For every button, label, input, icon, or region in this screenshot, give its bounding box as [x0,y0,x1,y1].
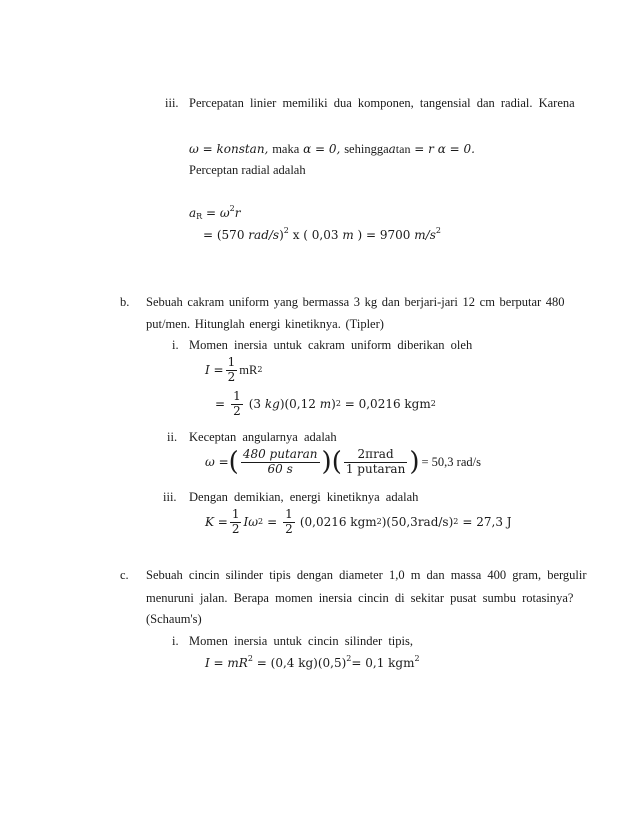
calc-exp-1: 2 [283,226,289,235]
alpha-expr: α = 0, [303,142,341,156]
fraction-half [226,356,238,385]
inertia-calc-a: (3 [248,397,262,412]
fraction-numerator-3: 1 [231,507,240,521]
item-label-b-i: i. [172,338,179,352]
item-label-b: b. [120,295,130,309]
inertia-lhs: I = [205,363,224,378]
equation-ring-inertia [205,656,420,670]
equation-omega [205,448,481,477]
inertia-result: = 0,0216 kgm [344,397,431,412]
inertia-calc-b: )(0,12 [279,397,316,412]
omega-expr: ω = konstan, [189,142,269,156]
equation-ar-calc [203,228,441,242]
paragraph-b-i: Momen inersia untuk cakram uniform diberikan oleh [189,338,473,352]
kinetic-eq: = [267,515,278,530]
omega-lhs: ω = [205,455,229,470]
calc-unit-m: m [342,228,354,242]
fraction-numerator: 1 [227,355,236,369]
paragraph-b-iii: Dengan demikian, energi kinetiknya adalah [189,490,419,504]
fraction-rpm-numerator: 480 putaran [242,447,318,461]
inertia-calc-c: ) [331,397,336,412]
fraction-half-2 [231,390,243,419]
paren-open-1: ( [228,447,239,478]
item-label-b-ii: ii. [167,430,178,444]
ring-result: = 0,1 kgm [351,656,415,670]
calc-unit-ms: m/s [414,228,436,242]
ar-rhs: = ω [206,206,230,220]
kinetic-result: = 27,3 J [462,515,512,530]
word-sehingga: sehingga [344,142,389,156]
eq-sign: = [215,397,226,412]
paragraph-b-line2: put/men. Hitunglah energi kinetiknya. (Tipler) [146,317,384,331]
ring-mid: = (0,4 kg)(0,5) [256,656,347,670]
equation-ar [189,206,241,220]
inertia-rhs: mR [239,362,258,377]
item-label-a-iii: iii. [165,96,179,110]
omega-result: = 50,3 rad/s [421,454,481,469]
fraction-half-3 [230,508,242,537]
calc-unit-rads: rad/s [248,228,280,242]
fraction-numerator-4: 1 [285,507,293,521]
fraction-conversion-numerator: 2πrad [344,448,407,463]
ar-rhs-exponent: 2 [229,204,235,213]
fraction-numerator-2: 1 [233,389,241,403]
paragraph-c-line3: (Schaum's) [146,612,202,626]
item-label-c-i: i. [172,634,179,648]
calc-part-3: x ( 0,03 [292,228,339,242]
kinetic-rhs: (0,0216 kgm [299,515,377,530]
calc-part-2: ) [279,228,284,242]
fraction-rpm [241,448,320,477]
fraction-conversion [344,448,407,477]
fraction-denominator: 2 [227,369,236,384]
kinetic-lhs: K = [205,515,228,530]
paragraph-c-line1: Sebuah cincin silinder tipis dengan diameter 1,0 m dan massa 400 gram, bergulir [146,568,587,582]
equation-kinetic: K = $\frac{1}{2}$ Iω 2 = $\frac{1}{2}$ (0,0216 kgm 2 )(50,3rad/s) 2 = 27,3 J [205,507,512,536]
fraction-half-4 [283,508,295,537]
paren-close-2: ) [409,447,420,478]
kinetic-rhs2: )(50,3rad/s) [381,515,454,530]
tan-subscript: tan [395,142,411,156]
calc-exp-2: 2 [435,226,441,235]
paragraph-b-line1: Sebuah cakram uniform yang bermassa 3 kg dan berjari-jari 12 cm berputar 480 [146,295,565,309]
item-label-b-iii: iii. [163,490,177,504]
radial-title: Perceptan radial adalah [189,163,306,177]
paren-open-2: ( [331,447,342,478]
inertia-unit-kg: kg [264,397,280,412]
word-maka: maka [272,142,300,156]
ring-lhs: I = mR [205,656,248,670]
ring-mid-exp: 2 [346,654,352,663]
paragraph-c-i: Momen inersia untuk cincin silinder tipis, [189,634,413,648]
calc-part-4: ) = 9700 [357,228,411,242]
fraction-rpm-denominator: 60 s [267,461,293,476]
fraction-denominator-2: 2 [233,403,241,418]
ring-lhs-exp: 2 [247,654,253,663]
fraction-denominator-3: 2 [231,521,240,536]
equation-omega-constant [189,142,475,157]
tangential-expr: = r α = 0. [414,142,475,156]
kinetic-mid: Iω [243,515,259,530]
paragraph-c-line2: menuruni jalan. Berapa momen inersia cincin di sekitar pusat sumbu rotasinya? [146,591,574,605]
fraction-conversion-denominator: 1 putaran [345,461,406,476]
ar-subscript: R [196,212,203,221]
ring-result-exp: 2 [414,654,420,663]
fraction-denominator-4: 2 [285,521,293,536]
equation-inertia-value: = $\frac{1}{2}$ (3 kg )(0,12 m ) 2 = 0,0216 kgm 2 [215,389,436,418]
equation-inertia-disk: I = $\frac{1}{2}$ mR 2 [205,355,263,384]
paragraph-a-iii: Percepatan linier memiliki dua komponen, tangensial dan radial. Karena [189,96,575,110]
paragraph-b-ii: Keceptan angularnya adalah [189,430,337,444]
a-symbol: a [388,142,396,156]
paren-close-1: ) [321,447,332,478]
calc-part-1: = (570 [203,228,245,242]
ar-r: r [234,206,241,220]
ar-symbol: a [189,206,197,220]
inertia-unit-m: m [319,397,332,412]
item-label-c: c. [120,568,129,582]
